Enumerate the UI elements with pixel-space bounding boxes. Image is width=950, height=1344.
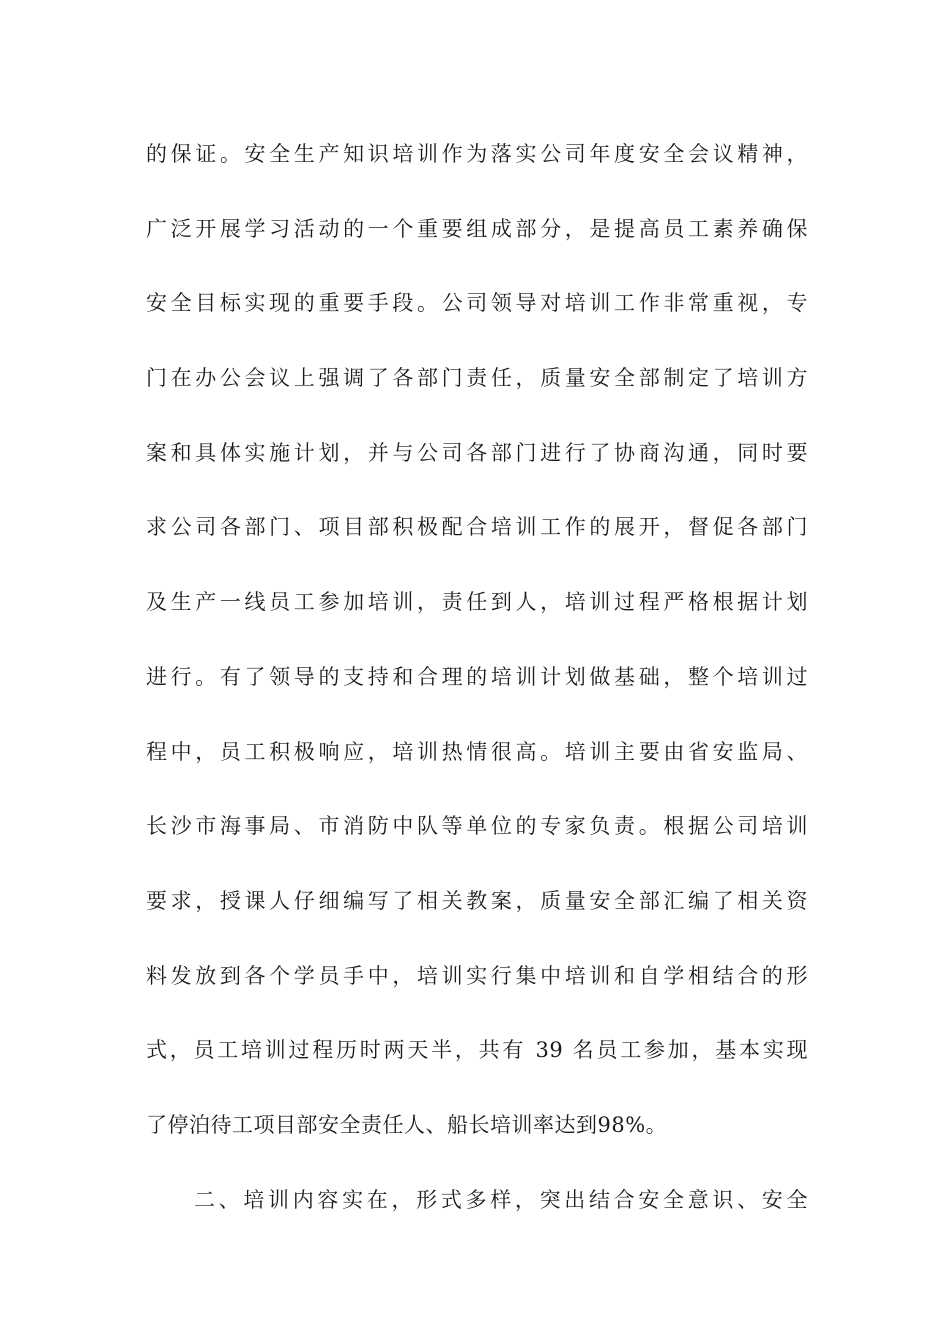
text-line: 及生产一线员工参加培训，责任到人，培训过程严格根据计划	[146, 590, 808, 615]
text-line: 门在办公会议上强调了各部门责任，质量安全部制定了培训方	[146, 366, 808, 391]
text-line: 的保证。安全生产知识培训作为落实公司年度安全会议精神，	[146, 142, 808, 166]
text-line: 广泛开展学习活动的一个重要组成部分，是提高员工素养确保	[146, 216, 808, 241]
paragraph-end-line: 了停泊待工项目部安全责任人、船长培训率达到98%。	[146, 1112, 668, 1137]
body-text	[146, 126, 808, 1246]
section-heading-line: 二、培训内容实在，形式多样，突出结合安全意识、安全	[194, 1187, 808, 1212]
text-line: 要求，授课人仔细编写了相关教案，质量安全部汇编了相关资	[146, 888, 808, 913]
text-line: 求公司各部门、项目部积极配合培训工作的展开，督促各部门	[146, 515, 808, 540]
text-line: 安全目标实现的重要手段。公司领导对培训工作非常重视，专	[146, 291, 808, 316]
text-line: 料发放到各个学员手中，培训实行集中培训和自学相结合的形	[146, 963, 808, 988]
text-line: 进行。有了领导的支持和合理的培训计划做基础，整个培训过	[146, 664, 808, 689]
text-line: 案和具体实施计划，并与公司各部门进行了协商沟通，同时要	[146, 440, 808, 465]
text-line: 式，员工培训过程历时两天半，共有 39 名员工参加，基本实现	[146, 1038, 808, 1063]
text-line: 长沙市海事局、市消防中队等单位的专家负责。根据公司培训	[146, 814, 808, 839]
text-line: 程中，员工积极响应，培训热情很高。培训主要由省安监局、	[146, 739, 808, 764]
